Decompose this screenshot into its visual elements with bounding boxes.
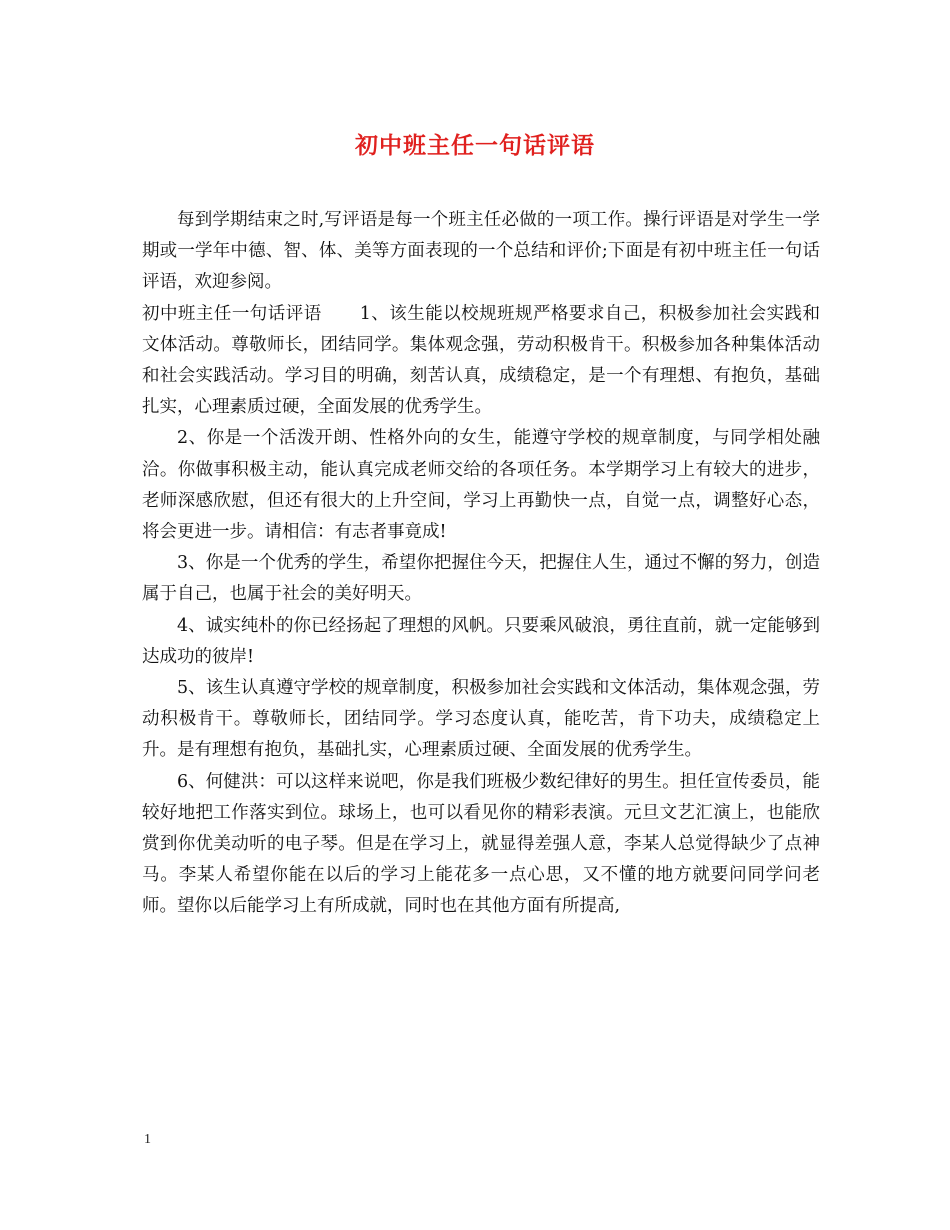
- comment-4: 4、诚实纯朴的你已经扬起了理想的风帆。只要乘风破浪，勇往直前，就一定能够到达成功的彼岸!: [142, 615, 820, 667]
- page-number: 1: [144, 1132, 151, 1147]
- document-title: 初中班主任一句话评语: [355, 132, 595, 159]
- comment-2: 2、你是一个活泼开朗、性格外向的女生，能遵守学校的规章制度，与同学相处融洽。你做事积极主动，能认真完成老师交给的各项任务。本学期学习上有较大的进步，老师深感欣慰，但还有很大的上升空间，学习上再勤快一点，自觉一点，调整好心态，将会更进一步。请相信：有志者事竟成!: [142, 428, 820, 543]
- section-heading: 初中班主任一句话评语: [142, 303, 322, 324]
- comment-1: 1、该生能以校规班规严格要求自己，积极参加社会实践和文体活动。尊敬师长，团结同学。集体观念强，劳动积极肯干。积极参加各种集体活动和社会实践活动。学习目的明确，刻苦认真，成绩稳定，是一个有理想、有抱负，基础扎实，心理素质过硬，全面发展的优秀学生。: [142, 303, 821, 418]
- comment-3: 3、你是一个优秀的学生，希望你把握住今天，把握住人生，通过不懈的努力，创造属于自己，也属于社会的美好明天。: [142, 553, 820, 605]
- document-body: [142, 205, 820, 923]
- intro-paragraph: 每到学期结束之时,写评语是每一个班主任必做的一项工作。操行评语是对学生一学期或一学年中德、智、体、美等方面表现的一个总结和评价;下面是有初中班主任一句话评语，欢迎参阅。: [142, 210, 820, 293]
- comment-6: 6、何健洪：可以这样来说吧，你是我们班极少数纪律好的男生。担任宣传委员，能较好地把工作落实到位。球场上，也可以看见你的精彩表演。元旦文艺汇演上，也能欣赏到你优美动听的电子琴。但是在学习上，就显得差强人意，李某人总觉得缺少了点神马。李某人希望你能在以后的学习上能花多一点心思，又不懂的地方就要问同学问老师。望你以后能学习上有所成就，同时也在其他方面有所提高,: [142, 771, 820, 917]
- comment-5: 5、该生认真遵守学校的规章制度，积极参加社会实践和文体活动，集体观念强，劳动积极肯干。尊敬师长，团结同学。学习态度认真，能吃苦，肯下功夫，成绩稳定上升。是有理想有抱负，基础扎实，心理素质过硬、全面发展的优秀学生。: [142, 678, 820, 761]
- section-heading-line: [142, 299, 820, 424]
